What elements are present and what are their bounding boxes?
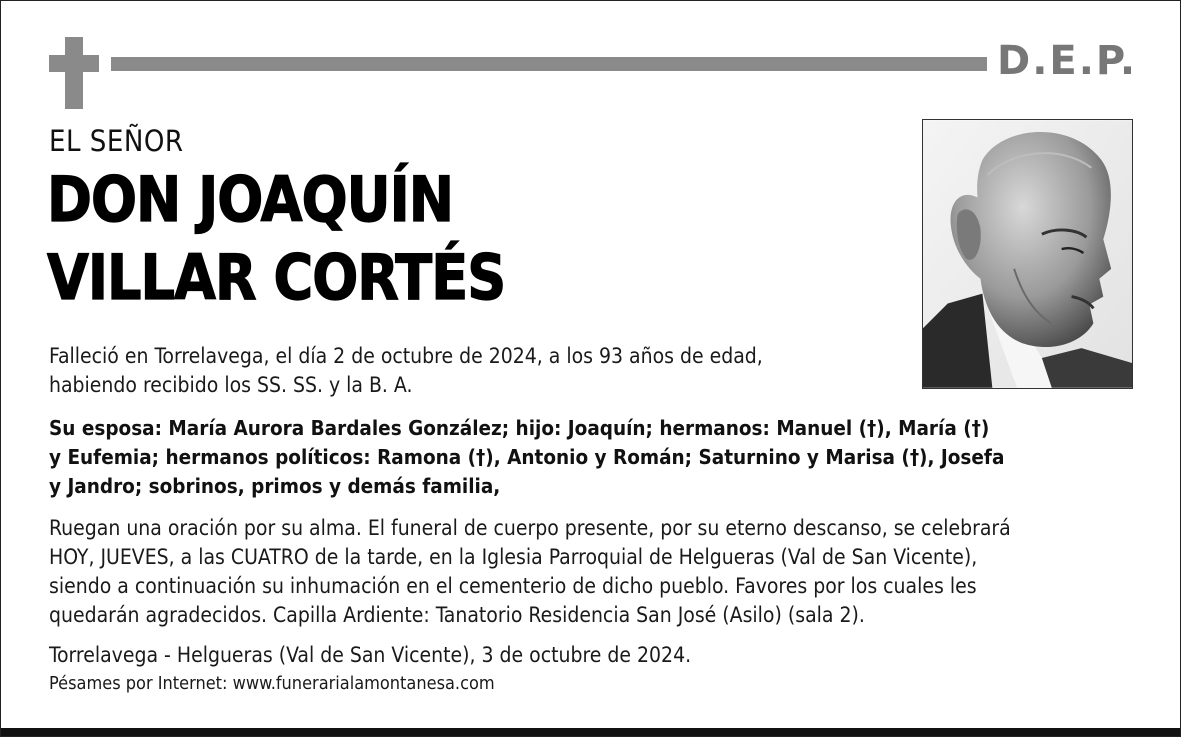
bottom-rule	[1, 728, 1180, 736]
family-list	[49, 414, 1109, 501]
family-line-1: Su esposa: María Aurora Bardales González; hijo: Joaquín; hermanos: Manuel (†), María (†)	[49, 416, 990, 440]
death-line-1: Falleció en Torrelavega, el día 2 de octubre de 2024, a los 93 años de edad,	[49, 344, 763, 368]
death-statement	[49, 342, 909, 400]
family-line-3: y Jandro; sobrinos, primos y demás familia,	[49, 474, 501, 498]
service-details	[49, 514, 1149, 630]
place-date: Torrelavega - Helgueras (Val de San Vicente), 3 de octubre de 2024.	[49, 643, 692, 667]
death-line-2: habiendo recibido los SS. SS. y la B. A.	[49, 373, 413, 397]
header-rule	[111, 57, 987, 71]
service-line-4: quedarán agradecidos. Capilla Ardiente: Tanatorio Residencia San José (Asilo) (sala 2).	[49, 603, 865, 627]
condolences-link: Pésames por Internet: www.funerarialamontanesa.com	[49, 673, 495, 694]
dep-label: D.E.P.	[997, 38, 1138, 84]
cross-icon	[49, 37, 99, 109]
name-line-2: VILLAR CORTÉS	[47, 241, 506, 314]
name-line-1: DON JOAQUÍN	[47, 163, 454, 236]
portrait-photo	[922, 119, 1133, 389]
intro-title: EL SEÑOR	[49, 124, 184, 158]
service-line-3: siendo a continuación su inhumación en el cementerio de dicho pueblo. Favores por los cuales les	[49, 574, 977, 598]
family-line-2: y Eufemia; hermanos políticos: Ramona (†), Antonio y Román; Saturnino y Marisa (†), Josefa	[49, 445, 1005, 469]
deceased-name	[47, 163, 519, 325]
service-line-1: Ruegan una oración por su alma. El funeral de cuerpo presente, por su eterno descanso, se celebrará	[49, 516, 1011, 540]
service-line-2: HOY, JUEVES, a las CUATRO de la tarde, en la Iglesia Parroquial de Helgueras (Val de San Vicente),	[49, 545, 978, 569]
